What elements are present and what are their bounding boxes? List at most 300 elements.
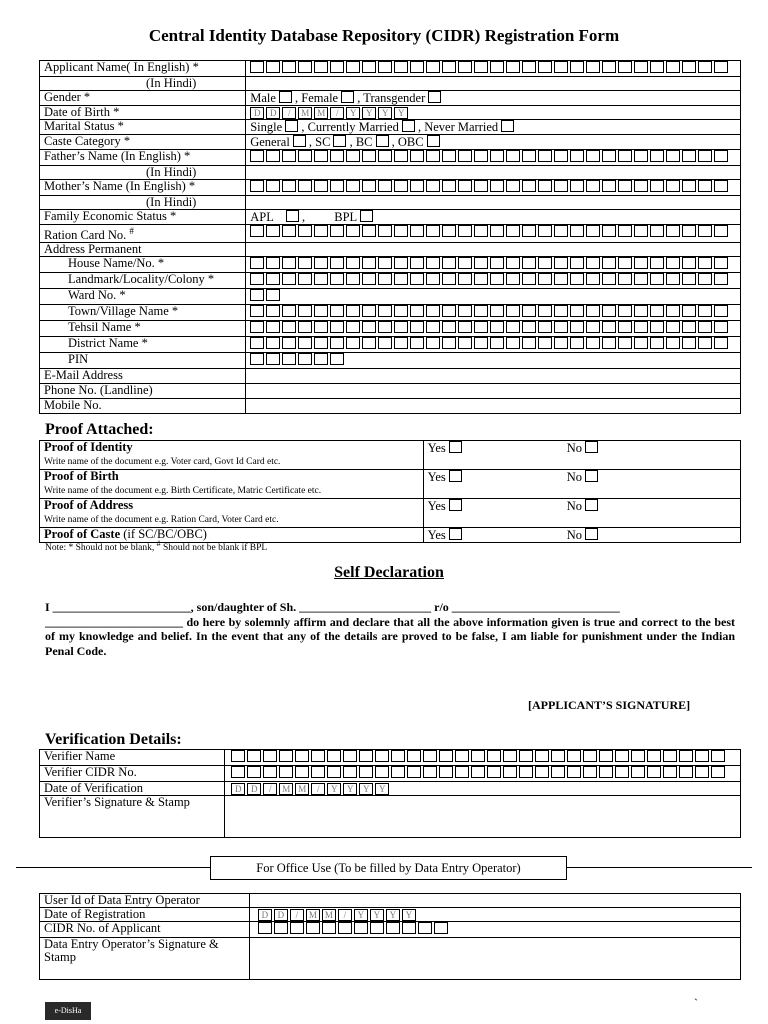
char-box[interactable] — [322, 922, 336, 934]
char-box[interactable] — [295, 766, 309, 778]
date-char-box[interactable]: / — [263, 783, 277, 795]
char-box[interactable] — [442, 180, 456, 192]
char-box[interactable] — [346, 257, 360, 269]
char-box[interactable] — [362, 273, 376, 285]
char-box[interactable] — [346, 337, 360, 349]
char-box[interactable] — [554, 337, 568, 349]
date-char-box[interactable]: Y — [378, 107, 392, 119]
char-box[interactable] — [538, 257, 552, 269]
single-checkbox[interactable] — [285, 120, 298, 132]
date-char-box[interactable]: / — [330, 107, 344, 119]
char-box[interactable] — [298, 61, 312, 73]
char-box[interactable] — [631, 750, 645, 762]
char-box[interactable] — [378, 225, 392, 237]
char-box[interactable] — [538, 273, 552, 285]
char-box[interactable] — [570, 150, 584, 162]
char-box[interactable] — [442, 225, 456, 237]
char-box[interactable] — [554, 305, 568, 317]
char-box[interactable] — [346, 225, 360, 237]
char-box[interactable] — [522, 305, 536, 317]
char-box[interactable] — [250, 289, 264, 301]
char-box[interactable] — [490, 305, 504, 317]
char-box[interactable] — [346, 305, 360, 317]
char-box[interactable] — [602, 180, 616, 192]
char-box[interactable] — [679, 766, 693, 778]
char-box[interactable] — [306, 922, 320, 934]
char-box[interactable] — [506, 257, 520, 269]
char-box[interactable] — [698, 321, 712, 333]
date-char-box[interactable]: M — [306, 909, 320, 921]
obc-checkbox[interactable] — [427, 135, 440, 147]
char-box[interactable] — [410, 337, 424, 349]
char-box[interactable] — [522, 225, 536, 237]
char-box[interactable] — [618, 321, 632, 333]
married-checkbox[interactable] — [402, 120, 415, 132]
date-char-box[interactable]: M — [314, 107, 328, 119]
char-box[interactable] — [298, 305, 312, 317]
char-box[interactable] — [458, 273, 472, 285]
apl-checkbox[interactable] — [286, 210, 299, 222]
char-box[interactable] — [474, 337, 488, 349]
char-box[interactable] — [554, 273, 568, 285]
dob-field[interactable] — [246, 106, 741, 120]
char-box[interactable] — [618, 61, 632, 73]
char-box[interactable] — [698, 61, 712, 73]
char-box[interactable] — [311, 750, 325, 762]
bpl-checkbox[interactable] — [360, 210, 373, 222]
char-box[interactable] — [298, 353, 312, 365]
char-box[interactable] — [538, 321, 552, 333]
char-box[interactable] — [586, 337, 600, 349]
date-char-box[interactable]: D — [258, 909, 272, 921]
char-box[interactable] — [490, 180, 504, 192]
char-box[interactable] — [314, 61, 328, 73]
char-box[interactable] — [602, 305, 616, 317]
char-box[interactable] — [474, 180, 488, 192]
char-box[interactable] — [714, 305, 728, 317]
char-box[interactable] — [490, 257, 504, 269]
char-box[interactable] — [490, 337, 504, 349]
date-char-box[interactable]: M — [279, 783, 293, 795]
date-char-box[interactable]: Y — [346, 107, 360, 119]
char-box[interactable] — [298, 225, 312, 237]
ward-field[interactable] — [246, 289, 741, 305]
char-box[interactable] — [682, 273, 696, 285]
char-box[interactable] — [618, 225, 632, 237]
char-box[interactable] — [410, 321, 424, 333]
char-box[interactable] — [330, 180, 344, 192]
char-box[interactable] — [618, 273, 632, 285]
char-box[interactable] — [471, 766, 485, 778]
char-box[interactable] — [330, 337, 344, 349]
date-char-box[interactable]: Y — [362, 107, 376, 119]
char-box[interactable] — [282, 61, 296, 73]
char-box[interactable] — [266, 289, 280, 301]
char-box[interactable] — [538, 150, 552, 162]
char-box[interactable] — [442, 150, 456, 162]
char-box[interactable] — [506, 273, 520, 285]
char-box[interactable] — [474, 150, 488, 162]
char-box[interactable] — [266, 225, 280, 237]
char-box[interactable] — [634, 150, 648, 162]
date-char-box[interactable]: Y — [327, 783, 341, 795]
char-box[interactable] — [471, 750, 485, 762]
char-box[interactable] — [551, 766, 565, 778]
char-box[interactable] — [314, 180, 328, 192]
char-box[interactable] — [378, 61, 392, 73]
char-box[interactable] — [346, 180, 360, 192]
char-box[interactable] — [506, 150, 520, 162]
char-box[interactable] — [458, 180, 472, 192]
char-box[interactable] — [282, 321, 296, 333]
applicant-name-hindi-field[interactable] — [246, 77, 741, 91]
char-box[interactable] — [362, 337, 376, 349]
char-box[interactable] — [330, 150, 344, 162]
char-box[interactable] — [615, 750, 629, 762]
char-box[interactable] — [426, 61, 440, 73]
char-box[interactable] — [583, 750, 597, 762]
female-checkbox[interactable] — [341, 91, 354, 103]
char-box[interactable] — [298, 180, 312, 192]
char-box[interactable] — [490, 321, 504, 333]
char-box[interactable] — [458, 257, 472, 269]
char-box[interactable] — [618, 150, 632, 162]
char-box[interactable] — [402, 922, 416, 934]
char-box[interactable] — [650, 321, 664, 333]
char-box[interactable] — [682, 225, 696, 237]
char-box[interactable] — [602, 61, 616, 73]
mobile-field[interactable] — [246, 399, 741, 414]
char-box[interactable] — [338, 922, 352, 934]
char-box[interactable] — [410, 180, 424, 192]
char-box[interactable] — [391, 766, 405, 778]
char-box[interactable] — [410, 225, 424, 237]
char-box[interactable] — [410, 150, 424, 162]
date-char-box[interactable]: Y — [370, 909, 384, 921]
house-field[interactable] — [246, 257, 741, 273]
char-box[interactable] — [551, 750, 565, 762]
date-char-box[interactable]: Y — [394, 107, 408, 119]
char-box[interactable] — [386, 922, 400, 934]
char-box[interactable] — [698, 180, 712, 192]
char-box[interactable] — [586, 225, 600, 237]
char-box[interactable] — [298, 273, 312, 285]
char-box[interactable] — [570, 273, 584, 285]
male-checkbox[interactable] — [279, 91, 292, 103]
father-name-english-field[interactable] — [246, 150, 741, 166]
char-box[interactable] — [330, 321, 344, 333]
char-box[interactable] — [330, 61, 344, 73]
char-box[interactable] — [426, 337, 440, 349]
char-box[interactable] — [666, 321, 680, 333]
verification-date-field[interactable] — [225, 782, 741, 796]
char-box[interactable] — [378, 305, 392, 317]
char-box[interactable] — [458, 61, 472, 73]
char-box[interactable] — [250, 353, 264, 365]
date-char-box[interactable]: / — [338, 909, 352, 921]
char-box[interactable] — [314, 225, 328, 237]
char-box[interactable] — [570, 180, 584, 192]
char-box[interactable] — [394, 321, 408, 333]
char-box[interactable] — [426, 305, 440, 317]
char-box[interactable] — [602, 225, 616, 237]
char-box[interactable] — [439, 750, 453, 762]
char-box[interactable] — [354, 922, 368, 934]
char-box[interactable] — [370, 922, 384, 934]
char-box[interactable] — [378, 150, 392, 162]
char-box[interactable] — [266, 321, 280, 333]
never-married-checkbox[interactable] — [501, 120, 514, 132]
date-char-box[interactable]: / — [290, 909, 304, 921]
char-box[interactable] — [394, 180, 408, 192]
char-box[interactable] — [330, 273, 344, 285]
char-box[interactable] — [327, 766, 341, 778]
char-box[interactable] — [434, 922, 448, 934]
date-char-box[interactable]: Y — [354, 909, 368, 921]
char-box[interactable] — [487, 766, 501, 778]
char-box[interactable] — [250, 61, 264, 73]
char-box[interactable] — [394, 305, 408, 317]
char-box[interactable] — [522, 337, 536, 349]
char-box[interactable] — [698, 337, 712, 349]
char-box[interactable] — [538, 337, 552, 349]
char-box[interactable] — [442, 273, 456, 285]
char-box[interactable] — [266, 337, 280, 349]
char-box[interactable] — [663, 766, 677, 778]
char-box[interactable] — [554, 61, 568, 73]
char-box[interactable] — [282, 257, 296, 269]
char-box[interactable] — [327, 750, 341, 762]
char-box[interactable] — [554, 225, 568, 237]
char-box[interactable] — [423, 750, 437, 762]
char-box[interactable] — [250, 305, 264, 317]
bc-checkbox[interactable] — [376, 135, 389, 147]
date-char-box[interactable]: / — [311, 783, 325, 795]
caste-yes-checkbox[interactable] — [449, 528, 462, 540]
char-box[interactable] — [362, 321, 376, 333]
char-box[interactable] — [711, 750, 725, 762]
date-char-box[interactable]: M — [298, 107, 312, 119]
char-box[interactable] — [418, 922, 432, 934]
char-box[interactable] — [714, 337, 728, 349]
char-box[interactable] — [618, 337, 632, 349]
char-box[interactable] — [650, 337, 664, 349]
char-box[interactable] — [666, 273, 680, 285]
char-box[interactable] — [663, 750, 677, 762]
char-box[interactable] — [442, 337, 456, 349]
char-box[interactable] — [506, 321, 520, 333]
char-box[interactable] — [378, 180, 392, 192]
char-box[interactable] — [618, 257, 632, 269]
char-box[interactable] — [618, 180, 632, 192]
char-box[interactable] — [458, 321, 472, 333]
char-box[interactable] — [586, 321, 600, 333]
address-yes-checkbox[interactable] — [449, 499, 462, 511]
char-box[interactable] — [274, 922, 288, 934]
char-box[interactable] — [666, 150, 680, 162]
address-no-checkbox[interactable] — [585, 499, 598, 511]
char-box[interactable] — [362, 61, 376, 73]
email-field[interactable] — [246, 369, 741, 384]
char-box[interactable] — [362, 180, 376, 192]
char-box[interactable] — [343, 766, 357, 778]
char-box[interactable] — [647, 750, 661, 762]
char-box[interactable] — [618, 305, 632, 317]
char-box[interactable] — [474, 321, 488, 333]
char-box[interactable] — [346, 150, 360, 162]
char-box[interactable] — [394, 61, 408, 73]
char-box[interactable] — [554, 257, 568, 269]
char-box[interactable] — [394, 273, 408, 285]
char-box[interactable] — [599, 750, 613, 762]
char-box[interactable] — [394, 257, 408, 269]
char-box[interactable] — [506, 180, 520, 192]
char-box[interactable] — [650, 61, 664, 73]
char-box[interactable] — [474, 257, 488, 269]
char-box[interactable] — [426, 321, 440, 333]
birth-no-checkbox[interactable] — [585, 470, 598, 482]
char-box[interactable] — [567, 766, 581, 778]
char-box[interactable] — [634, 321, 648, 333]
sc-checkbox[interactable] — [333, 135, 346, 147]
char-box[interactable] — [586, 150, 600, 162]
char-box[interactable] — [282, 180, 296, 192]
date-char-box[interactable]: D — [247, 783, 261, 795]
char-box[interactable] — [298, 257, 312, 269]
char-box[interactable] — [378, 257, 392, 269]
char-box[interactable] — [314, 273, 328, 285]
char-box[interactable] — [682, 337, 696, 349]
char-box[interactable] — [666, 305, 680, 317]
ration-card-field[interactable] — [246, 225, 741, 243]
char-box[interactable] — [458, 225, 472, 237]
tehsil-field[interactable] — [246, 321, 741, 337]
char-box[interactable] — [330, 353, 344, 365]
char-box[interactable] — [378, 321, 392, 333]
char-box[interactable] — [490, 273, 504, 285]
town-field[interactable] — [246, 305, 741, 321]
char-box[interactable] — [258, 922, 272, 934]
verifier-name-field[interactable] — [225, 750, 741, 766]
char-box[interactable] — [279, 750, 293, 762]
applicant-name-english-field[interactable] — [246, 61, 741, 77]
char-box[interactable] — [426, 150, 440, 162]
char-box[interactable] — [407, 750, 421, 762]
char-box[interactable] — [455, 750, 469, 762]
char-box[interactable] — [266, 257, 280, 269]
date-char-box[interactable]: Y — [402, 909, 416, 921]
char-box[interactable] — [714, 321, 728, 333]
char-box[interactable] — [426, 273, 440, 285]
date-char-box[interactable]: D — [266, 107, 280, 119]
char-box[interactable] — [634, 257, 648, 269]
char-box[interactable] — [362, 305, 376, 317]
char-box[interactable] — [586, 61, 600, 73]
char-box[interactable] — [570, 61, 584, 73]
char-box[interactable] — [295, 750, 309, 762]
char-box[interactable] — [314, 353, 328, 365]
char-box[interactable] — [522, 61, 536, 73]
birth-yes-checkbox[interactable] — [449, 470, 462, 482]
char-box[interactable] — [487, 750, 501, 762]
char-box[interactable] — [602, 273, 616, 285]
char-box[interactable] — [570, 225, 584, 237]
char-box[interactable] — [711, 766, 725, 778]
char-box[interactable] — [426, 257, 440, 269]
char-box[interactable] — [231, 750, 245, 762]
char-box[interactable] — [570, 257, 584, 269]
char-box[interactable] — [570, 305, 584, 317]
char-box[interactable] — [426, 180, 440, 192]
char-box[interactable] — [631, 766, 645, 778]
char-box[interactable] — [615, 766, 629, 778]
char-box[interactable] — [282, 225, 296, 237]
char-box[interactable] — [247, 750, 261, 762]
char-box[interactable] — [490, 225, 504, 237]
char-box[interactable] — [650, 225, 664, 237]
char-box[interactable] — [423, 766, 437, 778]
char-box[interactable] — [346, 61, 360, 73]
char-box[interactable] — [695, 766, 709, 778]
char-box[interactable] — [282, 305, 296, 317]
char-box[interactable] — [554, 321, 568, 333]
char-box[interactable] — [266, 180, 280, 192]
char-box[interactable] — [266, 61, 280, 73]
char-box[interactable] — [647, 766, 661, 778]
char-box[interactable] — [410, 305, 424, 317]
char-box[interactable] — [682, 61, 696, 73]
char-box[interactable] — [282, 150, 296, 162]
char-box[interactable] — [282, 353, 296, 365]
char-box[interactable] — [250, 337, 264, 349]
char-box[interactable] — [714, 273, 728, 285]
char-box[interactable] — [231, 766, 245, 778]
char-box[interactable] — [298, 321, 312, 333]
date-char-box[interactable]: Y — [359, 783, 373, 795]
char-box[interactable] — [586, 273, 600, 285]
char-box[interactable] — [311, 766, 325, 778]
char-box[interactable] — [602, 257, 616, 269]
char-box[interactable] — [695, 750, 709, 762]
cidr-no-field[interactable] — [249, 922, 740, 938]
char-box[interactable] — [314, 305, 328, 317]
char-box[interactable] — [698, 305, 712, 317]
char-box[interactable] — [362, 257, 376, 269]
char-box[interactable] — [602, 150, 616, 162]
char-box[interactable] — [458, 305, 472, 317]
char-box[interactable] — [538, 305, 552, 317]
char-box[interactable] — [266, 353, 280, 365]
char-box[interactable] — [679, 750, 693, 762]
char-box[interactable] — [442, 321, 456, 333]
char-box[interactable] — [314, 257, 328, 269]
char-box[interactable] — [535, 750, 549, 762]
char-box[interactable] — [378, 273, 392, 285]
char-box[interactable] — [554, 180, 568, 192]
char-box[interactable] — [250, 257, 264, 269]
char-box[interactable] — [490, 150, 504, 162]
char-box[interactable] — [314, 321, 328, 333]
char-box[interactable] — [634, 337, 648, 349]
char-box[interactable] — [314, 337, 328, 349]
general-checkbox[interactable] — [293, 135, 306, 147]
char-box[interactable] — [714, 150, 728, 162]
char-box[interactable] — [634, 180, 648, 192]
char-box[interactable] — [666, 61, 680, 73]
char-box[interactable] — [666, 180, 680, 192]
char-box[interactable] — [535, 766, 549, 778]
operator-id-field[interactable] — [249, 894, 740, 908]
